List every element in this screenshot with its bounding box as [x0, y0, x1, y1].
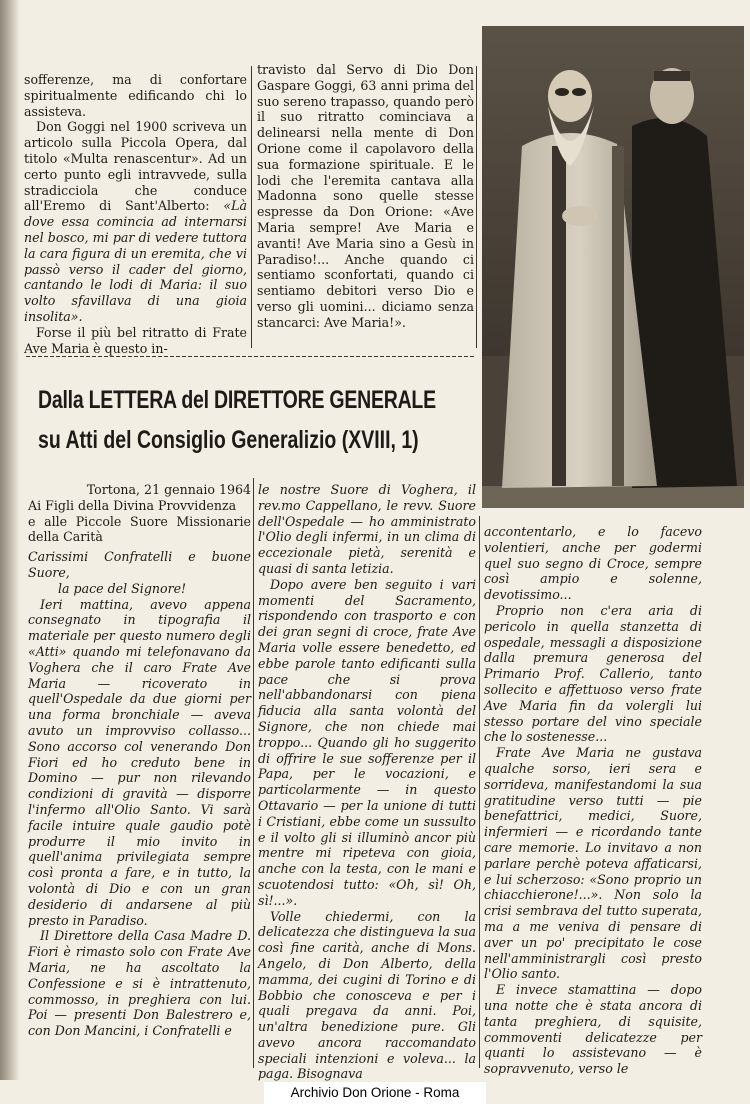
photograph-two-religious — [482, 26, 744, 508]
column-divider — [479, 516, 480, 1068]
paragraph: travisto dal Servo di Dio Don Gaspare Goggi, 63 anni prima del suo sereno trapasso, quando però il suo ritratto cominciava a delinearsi nella mente di Don Orione come il capolavoro della sua formazione spirituale. E le lodi che l'eremita cantava alla Madonna sono quelle stesse espresse da Don Orione: «Ave Maria sempre! Ave Maria e avanti! Ave Maria sino a Gesù in Paradiso!... Anche quando ci sentiamo sconfortati, quando ci sentiamo debitori verso Dio e verso gli uomini... diciamo senza stancarci: Ave Maria!». — [257, 62, 474, 330]
top-article-column-2 — [257, 62, 474, 331]
addressee: e alle Piccole Suore Missionarie della Carità — [28, 513, 251, 545]
salutation: la pace del Signore! — [58, 580, 187, 596]
quote: «Là dove essa comincia ad internarsi nel bosco, mi par di vedere tuttora la cara figura di un eremita, che vi passò verso il cader del giorno, cantando le lodi di Maria: il suo volto sfavillava di una gioia insolita». — [24, 198, 247, 324]
page-binding-shadow — [0, 0, 20, 1080]
paragraph: Il Direttore della Casa Madre D. Fiori è rimasto solo con Frate Ave Maria, ne ha ascoltato la Confessione e si è intrattenuto, commosso, in preghiera con lui. Poi — presenti Don Balestrero e, con Don Mancini, i Confratelli e — [28, 928, 251, 1039]
section-heading-line-1: Dalla LETTERA del DIRETTORE GENERALE — [38, 386, 436, 414]
paragraph: E invece stamattina — dopo una notte che è stata ancora di tanta preghiera, di squisite, commoventi delicatezze per quanti lo assistevano — è sopravvenuto, verso le — [484, 982, 702, 1077]
section-separator — [26, 356, 474, 357]
paragraph: le nostre Suore di Voghera, il rev.mo Cappellano, le revv. Suore dell'Ospedale — ho amministrato l'Olio degli infermi, in un clima di eccezionale pietà, serenità e quasi di santa letizia. — [258, 482, 476, 576]
paragraph: Don Goggi nel 1900 scriveva un articolo sulla Piccola Opera, dal titolo «Multa renascentur». Ad un certo punto egli intravvede, sulla stradicciola che conduce all'Eremo di Sant'Alberto: «Là dove essa comincia ad internarsi nel bosco, mi par di vedere tuttora la cara figura di un eremita, che vi passò verso il cader del giorno, cantando le lodi di Maria: il suo volto sfavillava di una gioia insolita». — [24, 119, 247, 324]
letter-column-2 — [258, 482, 476, 1082]
paragraph: Ieri mattina, avevo appena consegnato in tipografia il materiale per questo numero degli «Atti» quando mi telefonavano da Voghera che il caro Frate Ave Maria — ricoverato in quell'Ospedale da due giorni per una forma bronchiale — aveva avuto un improvviso collasso... Sono accorso col venerando Don Fiori ed ho creduto bene in Domino — pur non rilevando condizioni di gravità — disporre l'infermo all'Olio Santo. Vi sarà facile intuire quale gaudio potè produrre il mio invito in quell'anima privilegiata sempre così pronta a fare, e in tutto, la volontà di Dio e con un gran desiderio di andarsene al più presto in Paradiso. — [28, 596, 251, 928]
letter-date: Tortona, 21 gennaio 1964 — [86, 482, 251, 497]
paragraph: accontentarlo, e lo facevo volentieri, anche per godermi quel suo segno di Croce, sempre così ampio e solenne, devotissimo... — [484, 524, 702, 603]
salutation: Carissimi Confratelli e buone Suore, — [28, 549, 251, 580]
paragraph: Forse il più bel ritratto di Frate Ave Maria è questo in- — [24, 324, 247, 356]
letter-column-3 — [484, 524, 702, 1077]
letter-column-1 — [28, 482, 251, 1039]
archive-footer-label: Archivio Don Orione - Roma — [264, 1082, 486, 1104]
addressee: Ai Figli della Divina Provvidenza — [28, 497, 237, 513]
paragraph: Dopo avere ben seguito i vari momenti del Sacramento, rispondendo con trasporto e con dei gran segni di croce, frate Ave Maria volle essere benedetto, ed ebbe parole tanto edificanti sulla pace che si prova nell'abbandonarsi con piena fiducia alla santa volontà del Signore, che non chiede mai troppo... Quando gli ho suggerito di offrire le sue sofferenze per il Papa, per le vocazioni, e particolarmente — in questo Ottavario — per la unione di tutti i Cristiani, ebbe come un sussulto e il volto gli si illuminò ancor più mentre mi ripeteva con gioia, anche con la testa, con le mani e scuotendosi tutto: «Oh, sì! Oh, sì!...». — [258, 576, 476, 908]
paragraph: Frate Ave Maria ne gustava qualche sorso, ieri sera e sorrideva, manifestandomi la sua gratitudine verso tutti — pie benefattrici, medici, Suore, infermieri — e ricordando tante care memorie. Lo invitavo a non parlare perchè poteva affaticarsi, e lui scherzoso: «Sono proprio un chiacchierone!...». Non solo la crisi sembrava del tutto superata, ma a me veniva di pensare di aver un po' precipitato le cose nell'amministrargli così presto l'Olio santo. — [484, 745, 702, 982]
photograph-image — [482, 26, 744, 508]
section-heading-line-2: su Atti del Consiglio Generalizio (XVIII, 1) — [38, 426, 419, 454]
paragraph: Volle chiedermi, con la delicatezza che distingueva la sua così fine carità, anche di Mons. Angelo, di Don Alberto, della mamma, dei cugini di Torino e di Bobbio che conosceva e per i quali pregava da anni. Poi, un'altra benedizione pure. Gli avevo ancora raccomandato speciali intenzioni e voleva... la paga. Bisognava — [258, 908, 476, 1082]
column-divider — [476, 66, 477, 348]
column-divider — [251, 66, 252, 348]
paragraph: sofferenze, ma di confortare spiritualmente edificando chi lo assisteva. — [24, 72, 247, 119]
top-article-column-1 — [24, 72, 247, 356]
column-divider — [253, 478, 254, 1068]
paragraph: Proprio non c'era aria di pericolo in quella stanzetta di ospedale, messagli a disposizione dalla premura generosa del Primario Prof. Callerio, tanto sollecito e affettuoso verso frate Ave Maria fin da volergli lui stesso portare del vino speciale che lo sostenesse... — [484, 602, 702, 745]
